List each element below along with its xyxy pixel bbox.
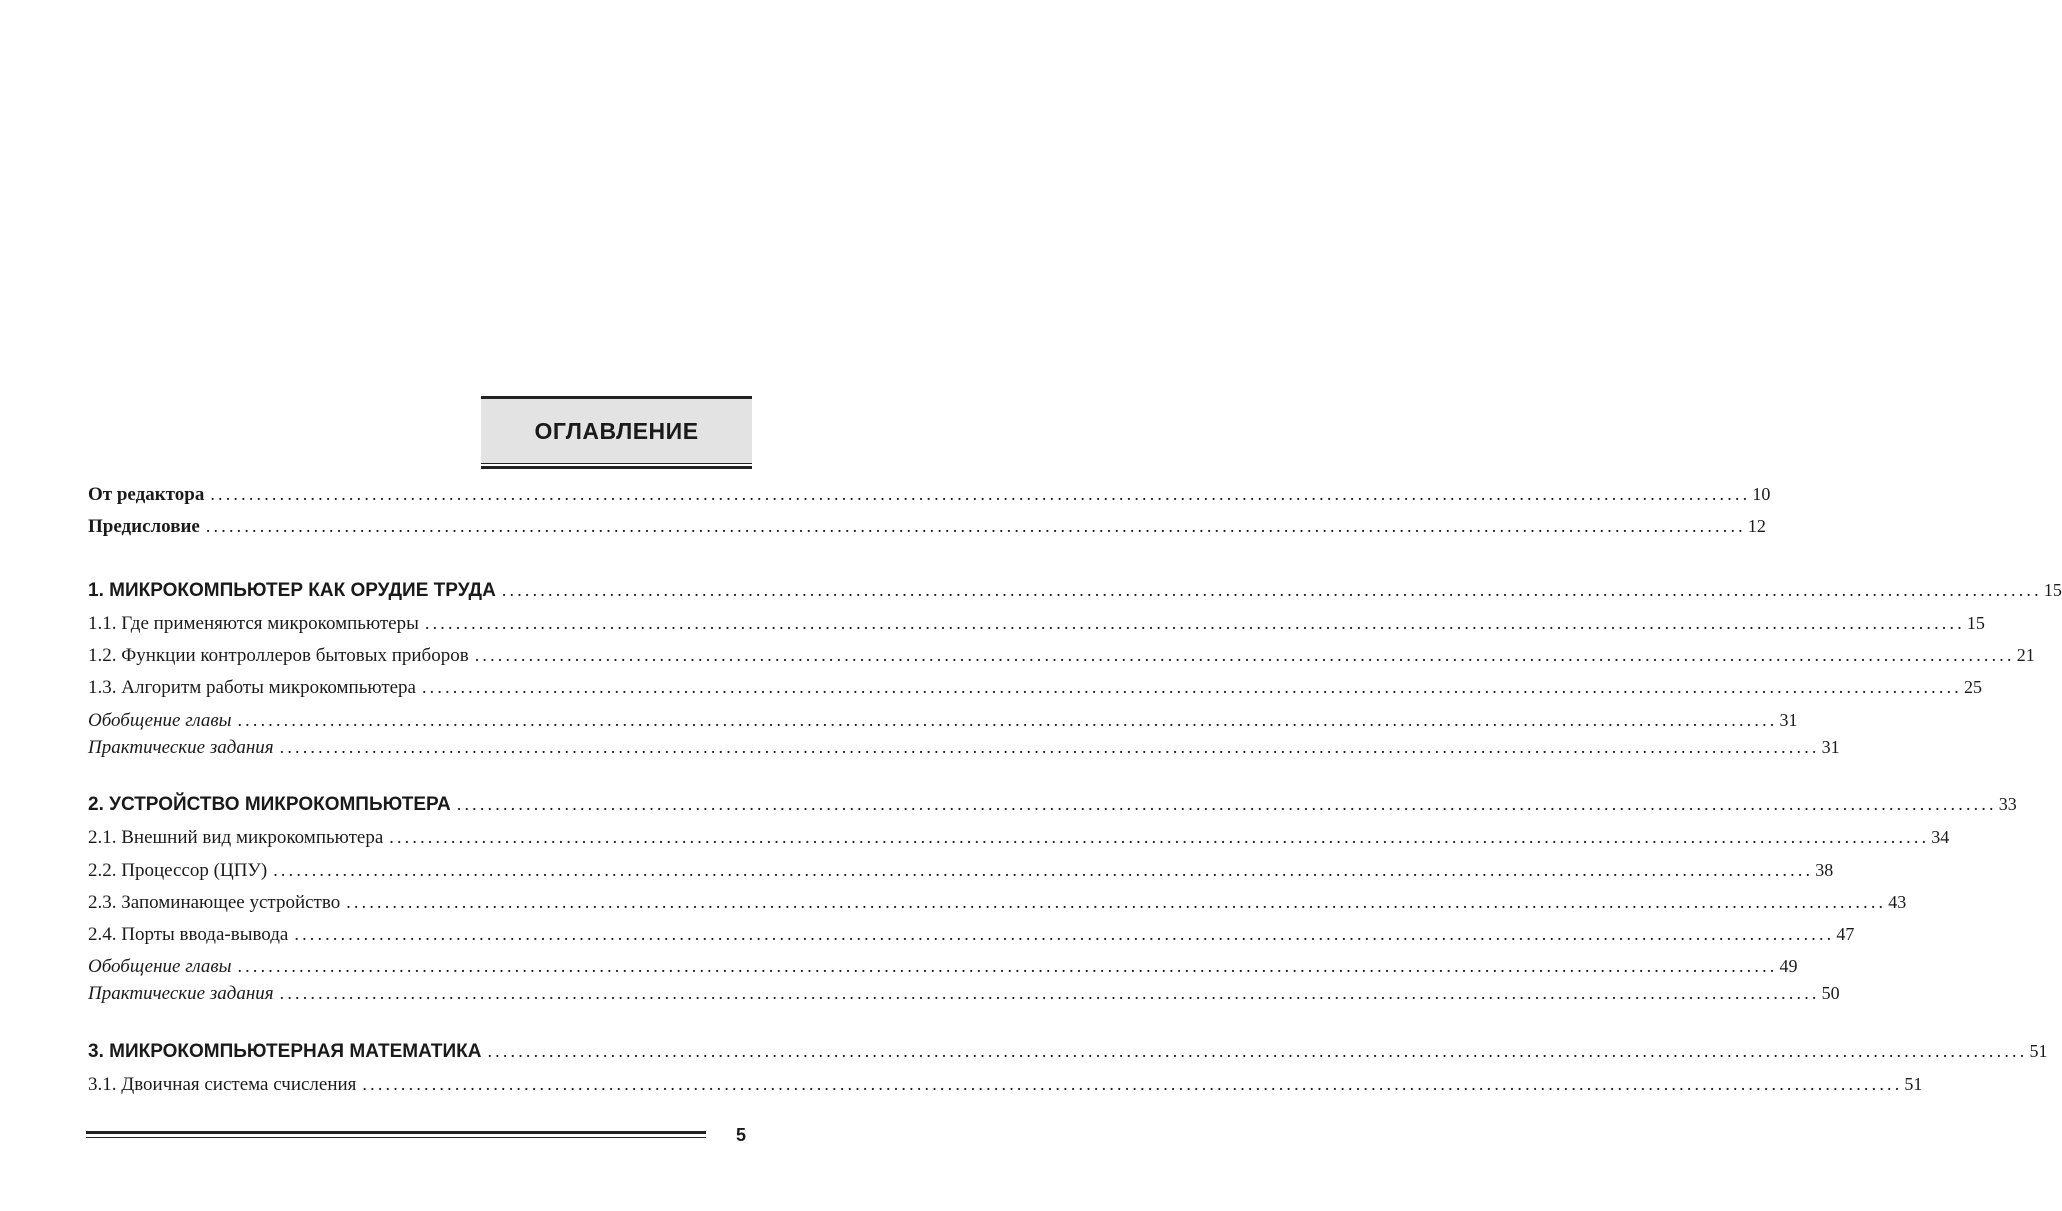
dot-leader: ........................................................................................................................................................................................................: [294, 924, 1835, 944]
toc-entry-page: 21: [2016, 645, 2035, 665]
dot-leader: ........................................................................................................................................................................................................: [474, 645, 2015, 665]
toc-entry-title: Обобщение главы: [88, 956, 232, 977]
toc-entry-title: 1.1. Где применяются микрокомпьютеры: [88, 613, 419, 634]
toc-entry-page: 15: [2043, 580, 2062, 600]
page-number: 5: [736, 1125, 747, 1145]
footer-rule: [86, 1131, 706, 1134]
toc-entry[interactable]: [88, 613, 1985, 643]
toc-entry-page: 33: [1998, 794, 2017, 814]
toc-entry-title: 1.3. Алгоритм работы микрокомпьютера: [88, 677, 416, 698]
toc-entry-page: 51: [1904, 1074, 1923, 1094]
dot-leader: ........................................................................................................................................................................................................: [205, 516, 1746, 536]
toc-chapter-entry[interactable]: [88, 580, 2062, 610]
toc-entry-page: 51: [2029, 1041, 2048, 1061]
dot-leader: ........................................................................................................................................................................................................: [456, 794, 1997, 814]
toc-entry-title: 3. МИКРОКОМПЬЮТЕРНАЯ МАТЕМАТИКА: [88, 1041, 482, 1062]
toc-entry[interactable]: [88, 516, 1766, 546]
toc-entry-title: 1.2. Функции контроллеров бытовых приборов: [88, 645, 469, 666]
toc-entry-page: 50: [1821, 983, 1840, 1003]
toc-entry-page: 31: [1779, 710, 1798, 730]
toc-entry-title: От редактора: [88, 484, 205, 505]
toc-entry[interactable]: [88, 737, 1840, 767]
toc-entry-title: 2.3. Запоминающее устройство: [88, 892, 341, 913]
toc-entry-page: 38: [1815, 860, 1834, 880]
toc-entry-title: Предисловие: [88, 516, 200, 537]
toc-entry[interactable]: [88, 956, 1798, 986]
toc-entry[interactable]: [88, 924, 1855, 954]
toc-entry-title: Практические задания: [88, 983, 274, 1004]
toc-entry-title: 2.2. Процессор (ЦПУ): [88, 860, 268, 881]
dot-leader: ........................................................................................................................................................................................................: [501, 580, 2042, 600]
toc-entry-title: 3.1. Двоичная система счисления: [88, 1074, 357, 1095]
dot-leader: ........................................................................................................................................................................................................: [273, 860, 1814, 880]
dot-leader: ........................................................................................................................................................................................................: [424, 613, 1965, 633]
dot-leader: ........................................................................................................................................................................................................: [210, 484, 1751, 504]
toc-entry-title: 2.4. Порты ввода-вывода: [88, 924, 289, 945]
toc-entry[interactable]: [88, 645, 2035, 675]
toc-entry[interactable]: [88, 892, 1907, 922]
toc-title: ОГЛАВЛЕНИЕ: [534, 417, 699, 444]
toc-entry-title: Обобщение главы: [88, 710, 232, 731]
toc-entry-page: 12: [1747, 516, 1766, 536]
toc-entry-page: 49: [1779, 956, 1798, 976]
toc-entry[interactable]: [88, 827, 1950, 857]
toc-entry[interactable]: [88, 677, 1982, 707]
toc-entry-title: 2. УСТРОЙСТВО МИКРОКОМПЬЮТЕРА: [88, 794, 451, 815]
dot-leader: ........................................................................................................................................................................................................: [279, 737, 1820, 757]
toc-entry-page: 43: [1888, 892, 1907, 912]
toc-entry[interactable]: [88, 860, 1834, 890]
dot-leader: ........................................................................................................................................................................................................: [362, 1074, 1903, 1094]
toc-entry-page: 31: [1821, 737, 1840, 757]
toc-entry-page: 47: [1836, 924, 1855, 944]
dot-leader: ........................................................................................................................................................................................................: [279, 983, 1820, 1003]
toc-entry-title: 2.1. Внешний вид микрокомпьютера: [88, 827, 384, 848]
toc-entry[interactable]: [88, 484, 1771, 514]
toc-entry[interactable]: [88, 1074, 1923, 1104]
toc-entry-page: 15: [1966, 613, 1985, 633]
toc-entry[interactable]: [88, 983, 1840, 1013]
toc-chapter-entry[interactable]: [88, 794, 2017, 824]
toc-entry[interactable]: [88, 710, 1798, 740]
toc-entry-page: 10: [1752, 484, 1771, 504]
toc-title-box: [481, 396, 752, 464]
toc-entry-title: Практические задания: [88, 737, 274, 758]
dot-leader: ........................................................................................................................................................................................................: [389, 827, 1930, 847]
toc-entry-page: 25: [1963, 677, 1982, 697]
toc-entry-page: 34: [1931, 827, 1950, 847]
dot-leader: ........................................................................................................................................................................................................: [237, 956, 1778, 976]
toc-entry-title: 1. МИКРОКОМПЬЮТЕР КАК ОРУДИЕ ТРУДА: [88, 580, 496, 601]
dot-leader: ........................................................................................................................................................................................................: [421, 677, 1962, 697]
dot-leader: ........................................................................................................................................................................................................: [487, 1041, 2028, 1061]
dot-leader: ........................................................................................................................................................................................................: [346, 892, 1887, 912]
toc-chapter-entry[interactable]: [88, 1041, 2048, 1071]
dot-leader: ........................................................................................................................................................................................................: [237, 710, 1778, 730]
